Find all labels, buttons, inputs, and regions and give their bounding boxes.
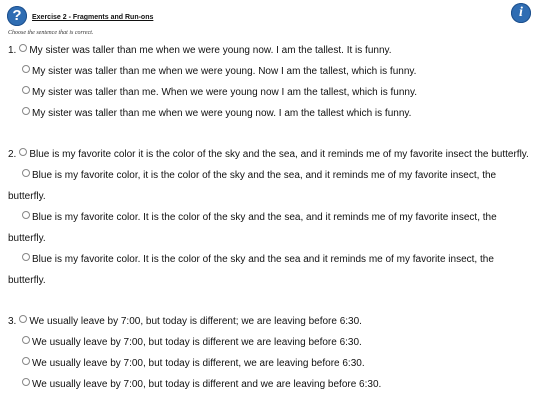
question-3-option-b[interactable] — [0, 332, 540, 353]
question-3 — [0, 311, 540, 395]
option-text-continuation: butterfly. — [8, 233, 46, 244]
question-number: 1. — [8, 45, 17, 56]
question-number: 3. — [8, 316, 17, 327]
option-text: My sister was taller than me. When we were young now I am the tallest, which is funny. — [32, 87, 417, 98]
question-3-option-c[interactable] — [0, 353, 540, 374]
question-1-option-d[interactable] — [0, 103, 540, 124]
option-text: My sister was taller than me when we were young now. I am the tallest which is funny. — [32, 108, 412, 119]
radio-button[interactable] — [22, 65, 30, 73]
radio-button[interactable] — [22, 169, 30, 177]
info-icon[interactable]: i — [511, 3, 531, 23]
option-text: We usually leave by 7:00, but today is different we are leaving before 6:30. — [32, 337, 362, 348]
question-1-option-a[interactable] — [0, 40, 540, 61]
instructions-text: Choose the sentence that is correct. — [8, 30, 94, 36]
question-number: 2. — [8, 149, 17, 160]
radio-button[interactable] — [22, 211, 30, 219]
option-text: My sister was taller than me when we were young. Now I am the tallest, which is funny. — [32, 66, 417, 77]
radio-button[interactable] — [22, 357, 30, 365]
option-text-continuation: butterfly. — [8, 191, 46, 202]
option-text-continuation: butterfly. — [8, 275, 46, 286]
question-list — [0, 40, 540, 401]
option-text: Blue is my favorite color, it is the color of the sky and the sea, and it reminds me of my favorite insect, the — [32, 170, 497, 181]
question-3-option-a[interactable] — [0, 311, 540, 332]
question-2-option-d[interactable] — [0, 249, 540, 270]
question-2-option-c[interactable] — [0, 207, 540, 228]
question-2-option-a[interactable] — [0, 144, 540, 165]
radio-button[interactable] — [22, 86, 30, 94]
radio-button[interactable] — [19, 44, 27, 52]
option-text: Blue is my favorite color. It is the color of the sky and the sea, and it reminds me of my favorite insect, the — [32, 212, 497, 223]
question-1-option-c[interactable] — [0, 82, 540, 103]
option-text: Blue is my favorite color. It is the color of the sky and the sea and it reminds me of my favorite insect, the — [32, 254, 494, 265]
radio-button[interactable] — [19, 315, 27, 323]
question-2 — [0, 144, 540, 291]
option-text: We usually leave by 7:00, but today is different and we are leaving before 6:30. — [32, 379, 382, 390]
question-1-option-b[interactable] — [0, 61, 540, 82]
option-text: We usually leave by 7:00, but today is different; we are leaving before 6:30. — [29, 316, 362, 327]
option-text: We usually leave by 7:00, but today is different, we are leaving before 6:30. — [32, 358, 365, 369]
option-text: Blue is my favorite color it is the color of the sky and the sea, and it reminds me of my favorite insect the butterfly. — [29, 149, 529, 160]
option-text: My sister was taller than me when we were young now. I am the tallest. It is funny. — [29, 45, 392, 56]
help-icon[interactable]: ? — [7, 6, 27, 26]
radio-button[interactable] — [19, 148, 27, 156]
exercise-title: Exercise 2 - Fragments and Run-ons — [32, 14, 154, 21]
radio-button[interactable] — [22, 107, 30, 115]
question-3-option-d[interactable] — [0, 374, 540, 395]
radio-button[interactable] — [22, 336, 30, 344]
question-2-option-b[interactable] — [0, 165, 540, 186]
radio-button[interactable] — [22, 253, 30, 261]
radio-button[interactable] — [22, 378, 30, 386]
question-1 — [0, 40, 540, 124]
